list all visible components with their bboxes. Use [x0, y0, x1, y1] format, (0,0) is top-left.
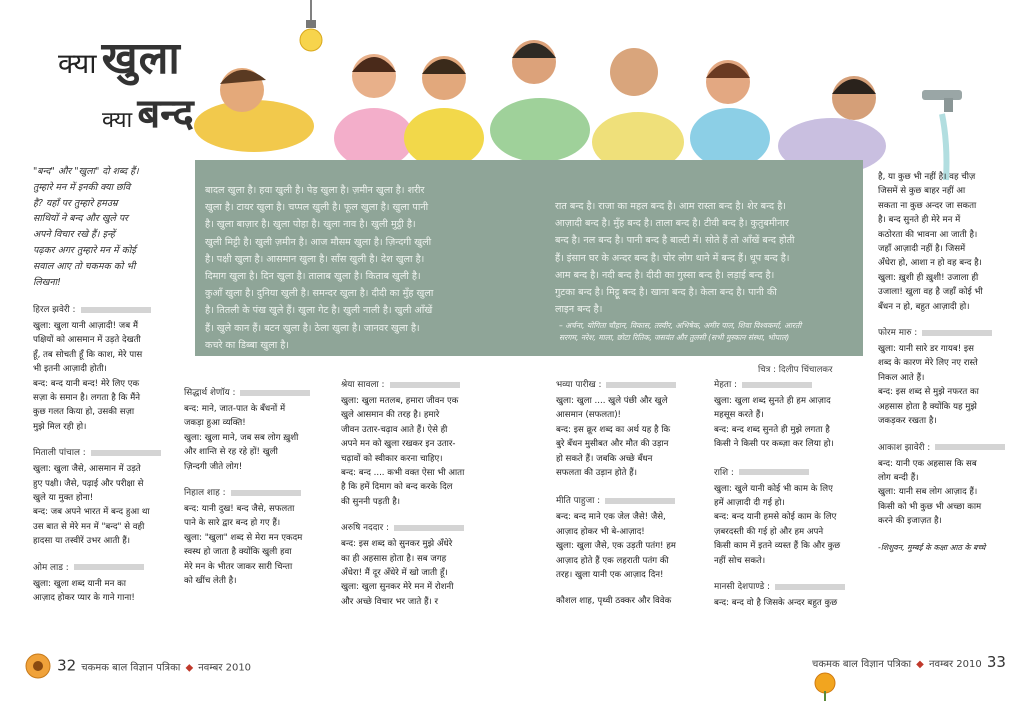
kid-2	[334, 54, 414, 168]
marigold-icon	[812, 671, 838, 703]
kid-4	[490, 40, 590, 162]
entry-text: बन्द: बन्द वो है जिसके अन्दर बहुत कुछ	[714, 598, 838, 609]
entry-text: खुला: खुला .... खुले पंछी और खुले आसमान (सफलता)! बन्द: इस क्रूर शब्द का अर्थ यह है कि बुरे बँधन मुसीबत और मौत की उड़ान हो सकते हैं। जबकि अच्छे बँधन सफलता की उड़ान होते हैं।	[556, 396, 671, 479]
panel-credit: – अर्चना, योगिता चौहान, विकास, तस्वीर, अभिषेक, अमीर पाल, शिवा विश्वकर्मा, आरती सरगम, नरेश, माला, छोटा रितिक, जसवंत और तुलसी (सभी मुस्कान संस्था, भोपाल)	[559, 321, 802, 342]
illustration-credit: चित्र : दिलीप चिंचालकर	[758, 365, 833, 375]
entry-hiral	[33, 303, 183, 434]
title-khula: खुला	[101, 33, 181, 84]
entry-name: मिताली पांचाल :	[33, 446, 183, 458]
kid-3	[404, 56, 484, 168]
entry-name: मीति पाहुजा :	[556, 494, 706, 506]
entry-forum	[878, 326, 1018, 428]
entry-name: अरुषि नददार :	[341, 521, 493, 533]
column-6	[878, 170, 1018, 555]
entry-mitali	[33, 446, 183, 548]
entry-name: मेहता :	[714, 378, 864, 390]
entry-text: खुला: खुला यानी आज़ादी! जब मैं पक्षियों को आसमान में उड़ते देखती हूँ, तब सोचती हूँ कि काश, मेरे पास भी इतनी आज़ादी होती। बन्द: बन्द यानी बन्द! मेरे लिए एक सज़ा के समान है। लगता है कि मैंने कुछ गलत किया हो, उसकी सज़ा मुझे मिल रही हो।	[33, 321, 143, 432]
entry-signoff: -शिशुवन, मुम्बई के कक्षा आठ के बच्चे	[878, 542, 986, 552]
entry-mehta	[714, 378, 864, 452]
entry-name: हिरल झवेरी :	[33, 303, 183, 315]
entry-text: बन्द: यानी एक अहसास कि सब लोग बन्दी हैं। खुला: यानी सब लोग आज़ाद हैं। किसी को भी कुछ भी अच्छा काम करने की इजाज़त है।	[878, 458, 982, 527]
entry-name: मानसी देशपाण्डे :	[714, 580, 864, 592]
entry-text: खुला: खुला शब्द यानी मन का आज़ाद होकर प्यार के गाने गाना!	[33, 578, 135, 604]
page-number-left: 32	[57, 656, 77, 675]
issue-month-right: नवम्बर 2010	[928, 659, 982, 670]
flower-icon	[24, 652, 52, 680]
panel-khula-text: बादल खुला है। हवा खुली है। पेड़ खुला है। ज़मीन खुला है। शरीर खुला है। टायर खुला है। चप्पल खुली है। फूल खुला है। खुला पानी है। खुला बाज़ार है। खुला पोहा है। खुला नाव है। खुली मुट्ठी है। खुली मिट्टी है। खुली ज़मीन है। आज मौसम खुला है। ज़िन्दगी खुली है। पक्षी खुला है। आसमान खुला है। साँस खुली है। देश खुला है। दिमाग खुला है। दिन खुला है। तालाब खुला है। किताब खुली है। कुआँ खुला है। दुनिया खुली है। समन्दर खुला है। दीदी का मुँह खुला है। तितली के पंख खुले हैं। खुला गेट है। खुली नाली है। खुली आँखें हैं। खुले कान हैं। बटन खुला है। ठेला खुला है। जानवर खुला है। कचरे का डिब्बा खुला है।	[205, 185, 434, 351]
entry-akash	[878, 441, 1018, 529]
footer-left	[24, 652, 251, 680]
entry-miti	[556, 494, 706, 582]
entry-arushi	[341, 521, 493, 609]
magazine-name-right: चकमक बाल विज्ञान पत्रिका	[812, 659, 912, 670]
entry-kaushal: कौशल शाह, पृथ्वी ठक्कर और विवेक	[556, 596, 672, 607]
magazine-name-left: चकमक बाल विज्ञान पत्रिका	[81, 662, 181, 674]
title-block	[58, 26, 181, 86]
entry-name: फोरम मारु :	[878, 326, 1018, 338]
entry-name: आकाश झावेरी :	[878, 441, 1018, 453]
entry-text: बन्द: यानी दुख! बन्द जैसे, सफलता पाने के सारे द्वार बन्द हो गए हैं। खुला: "खुला" शब्द से मेरा मन एकदम स्वस्थ हो जाता है क्योंकि खुली हवा मेरे मन के भीतर जाकर सारी चिन्ता को खींच लेती है।	[184, 504, 303, 587]
page-number-right: 33	[986, 653, 1006, 671]
entry-text: खुला: खुले यानी कोई भी काम के लिए हमें आज़ादी दी गई हो। बन्द: बन्द यानी हमसे कोई काम के लिए ज़बरदस्ती की गई हो और हम अपने किसी काम में इतने व्यस्त हैं कि और कुछ नहीं सोच सकते।	[714, 483, 841, 566]
title-word-kya: क्या	[58, 47, 97, 80]
entry-text: खुला: खुला शब्द सुनते ही हम आज़ाद महसूस करते हैं। बन्द: बन्द शब्द सुनते ही मुझे लगता है किसी ने किसी पर कब्ज़ा कर लिया हो।	[714, 396, 834, 450]
entry-name: भव्या पारीख :	[556, 378, 706, 390]
entry-name: सिद्धार्थ शेणॉय :	[184, 386, 334, 398]
entry-bhavya	[556, 378, 706, 480]
entry-shreya	[341, 378, 493, 509]
title-word-kya-2: क्या	[102, 108, 133, 133]
entry-name: ओम लाड :	[33, 561, 183, 573]
entry-continued: है, या कुछ भी नहीं है। वह चीज़ जिसमें से कुछ बाहर नहीं आ सकता ना कुछ अन्दर जा सकता है। बन्द सुनते ही मेरे मन में कठोरता की भावना आ जाती है। जहाँ आज़ादी नहीं है। जिसमें अँधेरा हो, आशा न हो वह बन्द है। खुला: ख़ुशी ही ख़ुशी! उजाला ही उजाला! खुला वह है जहाँ कोई भी बँधन न हो, बहुत आज़ादी हो।	[878, 172, 983, 312]
kid-6	[690, 60, 770, 168]
diamond-icon: ◆	[916, 659, 924, 670]
entry-text: बन्द: माने, जात-पात के बँधनों में जकड़ा हुआ व्यक्ति! खुला: खुला माने, जब सब लोग ख़ुशी और शान्ति से रह रहे हों! खुली ज़िन्दगी जीते लोग!	[184, 404, 299, 472]
entry-rashi	[714, 466, 864, 568]
entry-name: राशि :	[714, 466, 864, 478]
entry-siddharth	[184, 386, 334, 474]
entry-text: खुला: खुला जैसे, आसमान में उड़ते हुए पक्षी। जैसे, पढ़ाई और परीक्षा से खुले या मुक्त होना! बन्द: जब अपने भारत में बन्द हुआ था उस बात से मेरे मन में "बन्द" से वही हादसा या तस्वीरें उभर आती हैं।	[33, 464, 150, 547]
green-panel	[195, 160, 863, 356]
column-3	[341, 378, 493, 609]
entry-text: खुला: खुला मतलब, हमारा जीवन एक खुले आसमान की तरह है। हमारे जीवन उतार-चढ़ाव आते हैं। ऐसे ही अपने मन को खुला रखकर इन उतार- चढ़ावों को स्वीकार करना चाहिए। बन्द: बन्द .... कभी वक्त ऐसा भी आता है कि हमें दिमाग को बन्द करके दिल की सुननी पड़ती है।	[341, 396, 465, 507]
entry-name: निहाल शाह :	[184, 486, 334, 498]
entry-name: श्रेया सावला :	[341, 378, 493, 390]
column-4	[556, 378, 706, 609]
diamond-icon: ◆	[185, 662, 194, 674]
kid-1	[194, 68, 314, 152]
column-1	[33, 303, 183, 606]
entry-nihal	[184, 486, 334, 588]
panel-band-text: रात बन्द है। राजा का महल बन्द है। आम रास्ता बन्द है। शेर बन्द है। आज़ादी बन्द है। मुँह बन्द है। ताला बन्द है। टीवी बन्द है। कुतुबमीनार बन्द है। नल बन्द है। पानी बन्द है बाल्टी में। सोते हैं तो आँखें बन्द होती हैं। इंसान घर के अन्दर बन्द है। चोर लोग थाने में बन्द हैं। धूप बन्द है। आम बन्द है। नदी बन्द है। दीदी का गुस्सा बन्द है। लड़ाई बन्द है। गुटका बन्द है। मिट्टू बन्द है। खाना बन्द है। केला बन्द है। पानी की लाइन बन्द है।	[555, 201, 795, 316]
entry-om	[33, 561, 183, 606]
intro-text: "बन्द" और "खुला" दो शब्द हैं। तुम्हारे मन में इनकी क्या छवि है? यहाँ पर तुम्हारे हमउम्र साथियों ने बन्द और खुले पर अपने विचार रखे हैं। इन्हें पढ़कर अगर तुम्हारे मन में कोई सवाल आए तो चकमक को भी लिखना!	[33, 166, 139, 288]
title-band: बन्द	[137, 91, 194, 137]
issue-month-left: नवम्बर 2010	[198, 662, 252, 674]
water-tap-icon	[916, 84, 976, 184]
column-2	[184, 386, 334, 588]
entry-text: बन्द: इस शब्द को सुनकर मुझे अँधेरे का ही अहसास होता है। सब जगह अँधेरा! मैं दूर अँधेरे में खो जाती हूँ। खुला: खुला सुनकर मेरे मन में रोशनी और अच्छे विचार भर जाते हैं। र	[341, 539, 454, 607]
title-block-2	[102, 84, 194, 139]
entry-text: बन्द: बन्द माने एक जेल जैसे! जैसे, आज़ाद होकर भी बे-आज़ाद! खुला: खुला जैसे, एक उड़ती पतंग! हम आज़ाद होते हैं एक लहराती पतंग की तरह। खुला यानी एक आज़ाद दिन!	[556, 512, 676, 581]
entry-mansi	[714, 580, 864, 610]
column-5	[714, 378, 864, 610]
entry-text: खुला: यानी सारे डर गायब! इस शब्द के कारण मेरे लिए नए रास्ते निकल आते हैं। बन्द: इस शब्द से मुझे नफरत का अहसास होता है क्योंकि यह मुझे जकड़कर रखता है।	[878, 344, 979, 427]
footer-right	[812, 652, 1024, 703]
